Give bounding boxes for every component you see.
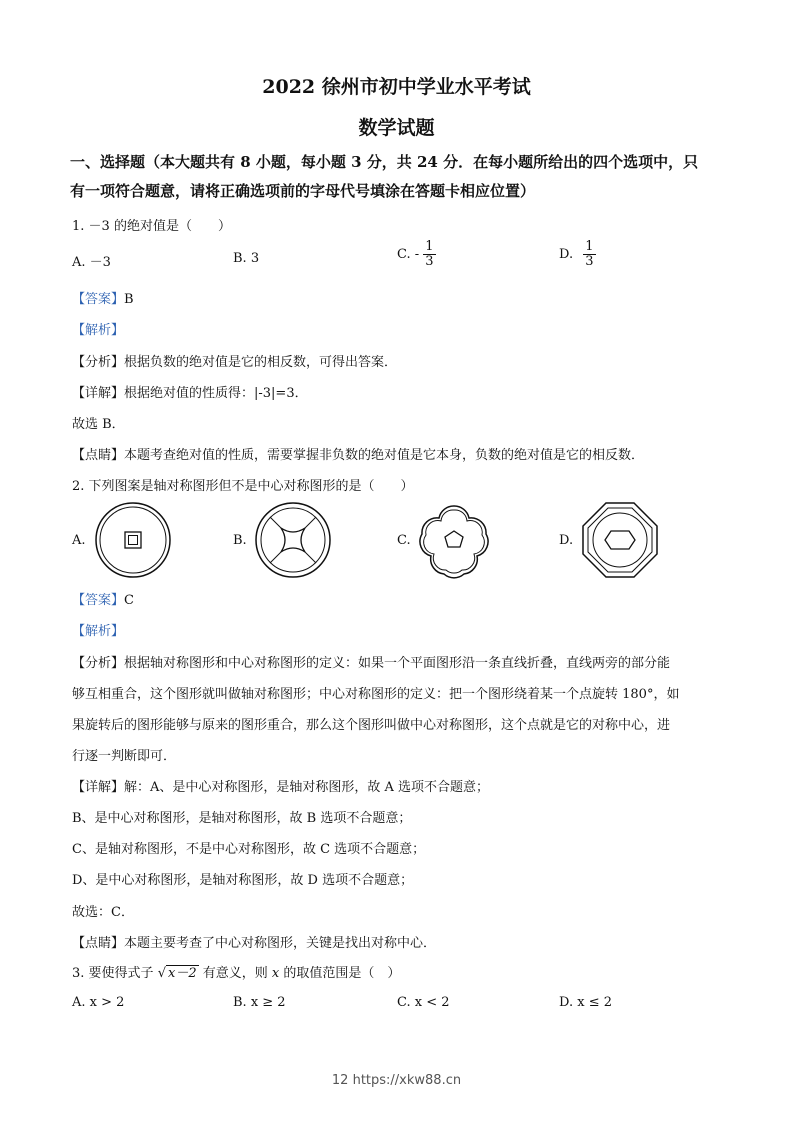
octagon-hexagon-icon (580, 500, 660, 580)
plum-blossom-icon (414, 500, 494, 580)
q2-xiangjie-line4: D、是中心对称图形，是轴对称图形，故 D 选项不合题意； (72, 873, 414, 888)
q3-stem (72, 962, 400, 981)
sqrt-expression (158, 962, 199, 981)
q1-option-c-fraction (423, 240, 435, 269)
q2-analysis-tag: 【解析】 (72, 624, 125, 639)
q3-stem-mid: 有意义，则 (202, 966, 268, 981)
q2-fenxi-line3: 果旋转后的图形能够与原来的图形重合，那么这个图形叫做中心对称图形，这个点就是它的对称中心，进 (72, 718, 671, 733)
q1-xiangjie: 【详解】根据绝对值的性质得：|-3|=3． (72, 386, 308, 401)
q1-option-d-denominator: 3 (585, 254, 594, 269)
q2-label-c: C. (397, 533, 411, 548)
q1-option-d-fraction (583, 240, 595, 269)
q1-fenxi: 【分析】根据负数的绝对值是它的相反数，可得出答案． (72, 355, 398, 370)
q1-choose: 故选 B． (72, 417, 125, 432)
q3-stem-pre: 3. 要使得式子 (72, 966, 154, 981)
q2-choose: 故选：C． (72, 905, 134, 920)
coin-square-hole-icon (93, 500, 173, 580)
q1-option-d-label: D. (559, 247, 574, 262)
q3-option-d: D. x ≤ 2 (559, 995, 612, 1010)
q2-label-d: D. (559, 533, 574, 548)
q2-fenxi-line4: 行逐一判断即可． (72, 749, 177, 764)
q1-option-c-denominator: 3 (425, 254, 434, 269)
q3-option-b: B. x ≥ 2 (233, 995, 286, 1010)
q1-dianjing: 【点睛】本题考查绝对值的性质，需要掌握非负数的绝对值是它本身，负数的绝对值是它的相反数． (72, 448, 645, 463)
q2-answer-tag: 【答案】 (72, 593, 125, 608)
q1-option-c-label: C. - (397, 247, 420, 262)
q2-label-b: B. (233, 533, 247, 548)
q2-dianjing: 【点睛】本题主要考查了中心对称图形，关键是找出对称中心． (72, 936, 437, 951)
q1-answer-tag: 【答案】 (72, 292, 125, 307)
sqrt-sign-icon: √ (157, 966, 166, 981)
q3-stem-post: 的取值范围是（ ） (283, 966, 401, 981)
q1-stem: 1. －3 的绝对值是（ ） (72, 219, 231, 234)
q1-option-c (397, 240, 436, 269)
q1-answer-value: B (124, 292, 134, 307)
q1-option-d (559, 240, 596, 269)
section-heading-line2: 有一项符合题意，请将正确选项前的字母代号填涂在答题卡相应位置） (70, 182, 536, 200)
q2-fenxi-line2: 够互相重合，这个图形就叫做轴对称图形；中心对称图形的定义：把一个图形绕着某一个点旋转 180°，如 (72, 687, 680, 702)
coin-pattern-icon (253, 500, 333, 580)
q2-answer-value: C (124, 593, 134, 608)
q2-answer (72, 589, 134, 608)
q3-radicand: x－2 (167, 966, 197, 981)
q2-xiangjie-line1: 【详解】解：A、是中心对称图形，是轴对称图形，故 A 选项不合题意； (72, 780, 490, 795)
q2-label-a: A. (72, 533, 86, 548)
q1-answer (72, 288, 134, 307)
q1-option-a: A. －3 (72, 255, 111, 270)
q1-analysis-tag: 【解析】 (72, 323, 125, 338)
page-footer: 12 https://xkw88.cn (331, 1073, 462, 1088)
q3-option-c: C. x < 2 (397, 995, 450, 1010)
q1-option-b: B. 3 (233, 251, 260, 266)
q1-option-c-numerator: 1 (425, 239, 434, 254)
q2-xiangjie-line2: B、是中心对称图形，是轴对称图形，故 B 选项不合题意； (72, 811, 412, 826)
q3-variable: x (271, 966, 280, 981)
q2-xiangjie-line3: C、是轴对称图形，不是中心对称图形，故 C 选项不合题意； (72, 842, 426, 857)
q1-option-d-numerator: 1 (585, 239, 594, 254)
q2-stem: 2. 下列图案是轴对称图形但不是中心对称图形的是（ ） (72, 479, 414, 494)
q2-fenxi-line1: 【分析】根据轴对称图形和中心对称图形的定义：如果一个平面图形沿一条直线折叠，直线两旁的部分能 (72, 656, 671, 671)
q3-option-a: A. x > 2 (72, 995, 125, 1010)
page-title: 2022 徐州市初中学业水平考试 (262, 76, 531, 98)
section-heading-line1: 一、选择题（本大题共有 8 小题，每小题 3 分，共 24 分．在每小题所给出的四个选项中，只 (70, 153, 699, 171)
page-subtitle: 数学试题 (358, 117, 435, 139)
